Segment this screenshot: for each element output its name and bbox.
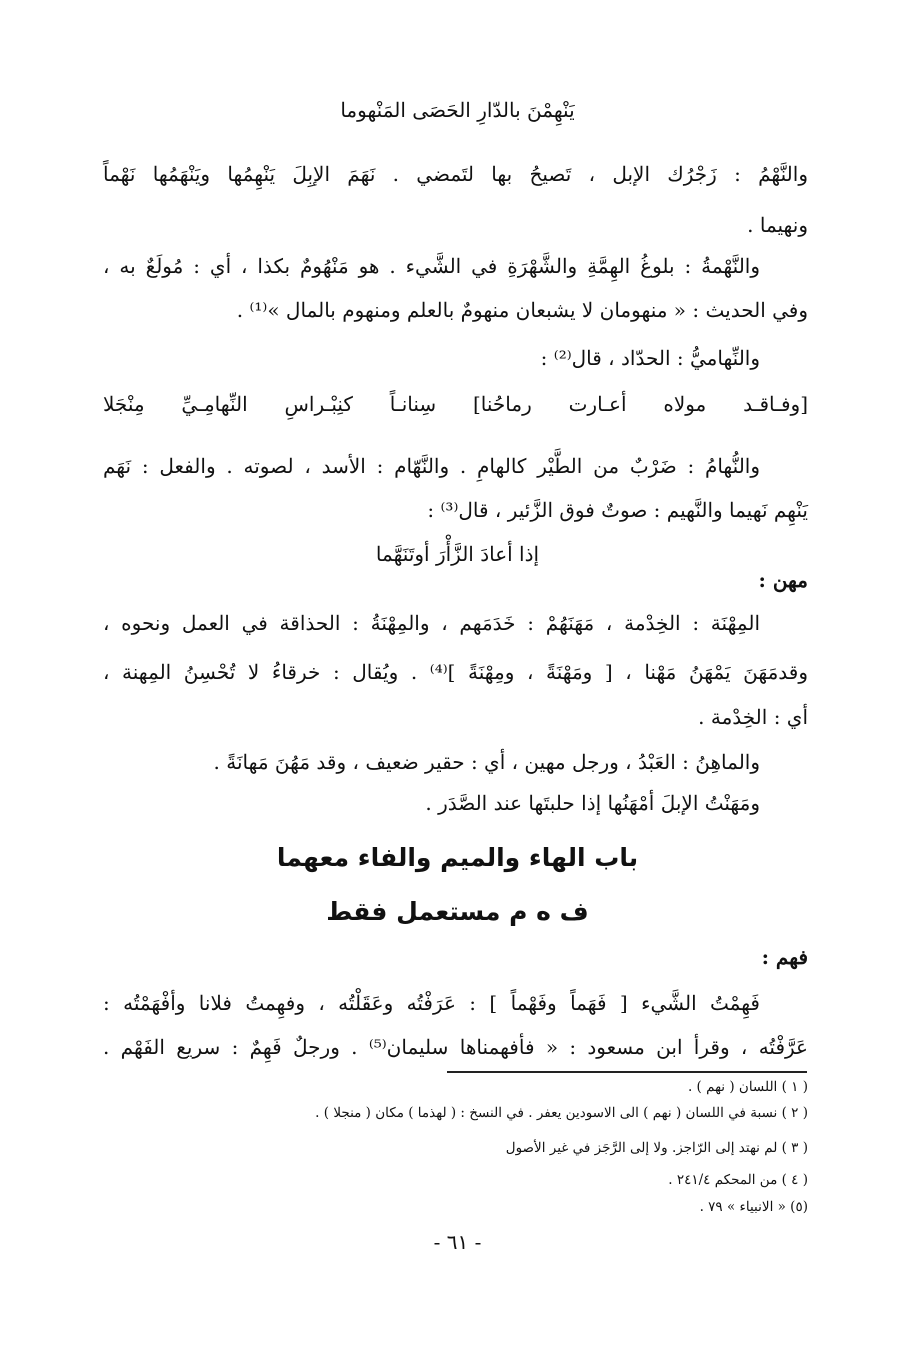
text-line: عَرَّفْتُه ، وقرأ ابن مسعود : « فأفهمناها سليمان⁽⁵⁾ . ورجلٌ فَهِمٌ : سريع الفَهْم . (103, 1035, 808, 1059)
footnote: ( ٣ ) لم نهتد إلى الرّاجز. ولا إلى الرَّجَز في غير الأصول (505, 1140, 808, 1156)
verse-line: يَنْهِمْنَ بالدّارِ الحَصَى المَنْهوما (340, 98, 575, 122)
text-line: والنَّهْمُ : زَجْرُك الإبل ، تَصيحُ بها لتَمضي . نَهَمَ الإبِلَ يَنْهِمُها ويَنْهَمُها نَهْماً (103, 162, 808, 186)
text-line: وقدمَهَنَ يَمْهَنُ مَهْنا ، [ ومَهْنَةً ، ومِهْنَةً ]⁽⁴⁾ . ويُقال : خرقاءُ لا تُحْسِنُ المِهنة ، (103, 660, 808, 684)
footnote-separator (447, 1071, 807, 1073)
footnote: ( ١ ) اللسان ( نهم ) . (687, 1079, 808, 1095)
verse-line: [وفـاقـد مولاه أعـارت رماحُنا] سِنانـاً كنِبْـراسِ النِّهامِـيِّ مِنْجَلا (103, 392, 808, 416)
text-line: والنُّهامُ : ضَرْبٌ من الطَّيْر كالهامِ . والنَّهّام : الأسد ، لصوته . والفعل : نَهَم (103, 454, 760, 478)
text-line: فَهِمْتُ الشَّيء [ فَهَماً وفَهْماً ] : عَرَفْتُه وعَقَلْتُه ، وفهِمتُ فلانا وأفْهَمْتُه : (103, 991, 760, 1015)
footnote: ( ٤ ) من المحكم ٢٤١/٤ . (668, 1172, 808, 1188)
text-line: المِهْنَة : الخِدْمة ، مَهَنَهُمْ : خَدَمَهم ، والمِهْنَةُ : الحذاقة في العمل ونحوه ، (103, 611, 760, 635)
text-line: ومَهَنْتُ الإبلَ أمْهَنُها إذا حلبتَها عند الصَّدَر . (425, 791, 760, 815)
section-subheading: ف ه م مستعمل فقط (326, 897, 589, 926)
page-number: - ٦١ - (433, 1230, 482, 1254)
text-line: والنِّهاميُّ : الحدّاد ، قال⁽²⁾ : (540, 346, 760, 370)
text-line: يَنْهِم نَهيما والنَّهيم : صوتٌ فوق الزَّئير ، قال⁽³⁾ : (427, 498, 808, 522)
entry-heading: فهم : (761, 945, 808, 969)
footnote: (٥) « الانبياء » ٧٩ . (699, 1199, 808, 1215)
footnote: ( ٢ ) نسبة في اللسان ( نهم ) الى الاسودين يعفر . في النسخ : ( لهذما ) مكان ( منجلا ) . (315, 1105, 808, 1121)
entry-heading: مهن : (758, 568, 808, 592)
text-line: أي : الخِدْمة . (698, 705, 808, 729)
text-line: ونهيما . (747, 213, 808, 237)
section-heading: باب الهاء والميم والفاء معهما (276, 843, 639, 872)
text-line: والماهِنُ : العَبْدُ ، ورجل مهين ، أي : حقير ضعيف ، وقد مَهُنَ مَهانَةً . (213, 750, 760, 774)
text-line: وفي الحديث : « منهومان لا يشبعان منهومٌ بالعلم ومنهوم بالمال »⁽¹⁾ . (236, 298, 808, 322)
text-line: والنَّهْمةُ : بلوغُ الهِمَّةِ والشَّهْرَةِ في الشَّيء . هو مَنْهُومٌ بكذا ، أي : مُولَعٌ به ، (103, 254, 760, 278)
verse-line: إذا أعادَ الزَّأْرَ أوتَنَهَّما (375, 542, 540, 566)
